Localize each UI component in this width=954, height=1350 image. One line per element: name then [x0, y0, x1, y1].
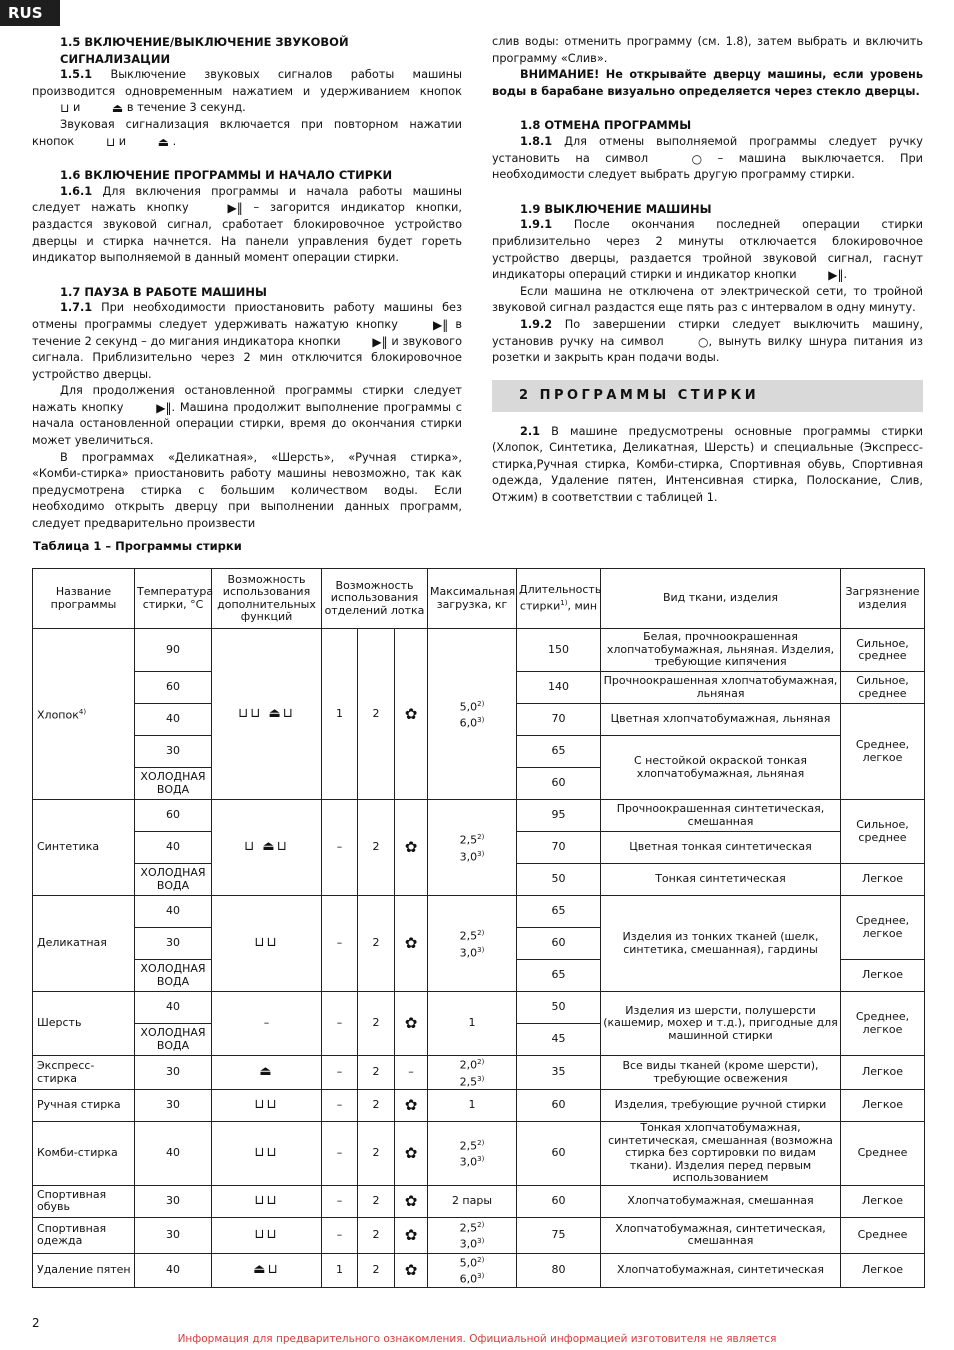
soil-cell: Сильное, среднее — [841, 672, 925, 704]
tray-cell: – — [322, 992, 358, 1056]
tray-cell: – — [322, 1090, 358, 1122]
functions-icons: ⊔⊔ — [212, 1185, 322, 1217]
soil-cell: Среднее — [841, 1217, 925, 1253]
section-1-7-title: 1.7 ПАУЗА В РАБОТЕ МАШИНЫ — [60, 284, 267, 299]
table-row — [33, 1090, 925, 1122]
temp-cell: 30 — [135, 928, 212, 960]
paragraph-2-1: 2.1 В машине предусмотрены основные программы стирки (Хлопок, Синтетика, Деликатная, Шерсть) и специальные (Экспресс-стирка,Ручная стирка, Комби-стирка, Спортивная обувь, Спортивная одежда, Удаление пятен, Интенсивная стирка, Полоскание, Слив, Отжим) в соответствии с таблицей 1. — [492, 424, 923, 505]
load-cell: 1 — [428, 992, 517, 1056]
temp-cell: 40 — [135, 1122, 212, 1186]
tray-cell: 2 — [358, 1056, 395, 1090]
temp-cell: 40 — [135, 1253, 212, 1287]
functions-icons: ⊔⊔ — [212, 1217, 322, 1253]
table-header-row — [33, 569, 925, 629]
functions-icons: ⊔⊔ — [212, 1122, 322, 1186]
temp-cell: ХОЛОДНАЯ ВОДА — [135, 768, 212, 800]
load-cell: 1 — [428, 1090, 517, 1122]
temp-cell: 40 — [135, 992, 212, 1024]
tray-cell: 1 — [322, 629, 358, 800]
fabric-cell: Изделия из шерсти, полушерсти (кашемир, мохер и т.д.), пригодные для машинной стирки — [601, 992, 841, 1056]
tray-cell: 2 — [358, 1185, 395, 1217]
section-2-banner: 2 ПРОГРАММЫ СТИРКИ — [492, 380, 923, 412]
fabric-cell: Цветная тонкая синтетическая — [601, 832, 841, 864]
fabric-cell: Хлопчатобумажная, синтетическая — [601, 1253, 841, 1287]
tray-cell: 2 — [358, 629, 395, 800]
load-cell: 2 пары — [428, 1185, 517, 1217]
left-column — [32, 34, 462, 533]
load-cell: 5,0$^{2)}$ 6,0$^{3)}$ — [428, 629, 517, 800]
load-cell: 2,5$^{2)}$ 3,0$^{3)}$ — [428, 800, 517, 896]
fabric-cell: Цветная хлопчатобумажная, льняная — [601, 704, 841, 736]
program-name: Синтетика — [33, 800, 135, 896]
start-pause-icon: ▶‖ — [828, 268, 844, 283]
duration-cell: 80 — [517, 1253, 601, 1287]
tray-cell: – — [322, 1185, 358, 1217]
program-name: Деликатная — [33, 896, 135, 992]
fabric-cell: Изделия, требующие ручной стирки — [601, 1090, 841, 1122]
fabric-cell: Тонкая хлопчатобумажная, синтетическая, смешанная (возможна стирка без сортировки по видам ткани). Изделия перед первым использованием — [601, 1122, 841, 1186]
duration-cell: 50 — [517, 992, 601, 1024]
flower-icon: ✿ — [395, 1217, 428, 1253]
header-duration: Длительность стирки$^{1)}$, мин — [517, 569, 601, 629]
functions-icons: ⏏⊔ — [212, 1253, 322, 1287]
duration-cell: 65 — [517, 736, 601, 768]
load-cell: 5,0$^{2)}$ 6,0$^{3)}$ — [428, 1253, 517, 1287]
soil-cell: Среднее — [841, 1122, 925, 1186]
paragraph-1-8-1: 1.8.1 Для отмены выполняемой программы следует ручку установить на символ ○ – машина выключается. При необходимости следует выбрать другую программу стирки. — [492, 134, 923, 182]
tray-cell: – — [322, 896, 358, 992]
temp-cell: 90 — [135, 629, 212, 672]
header-functions: Возможность использования дополнительных функций — [212, 569, 322, 629]
duration-cell: 35 — [517, 1056, 601, 1090]
start-pause-icon: ▶‖ — [433, 317, 449, 332]
header-fabric: Вид ткани, изделия — [601, 569, 841, 629]
program-name: Спортивная обувь — [33, 1185, 135, 1217]
section-1-9-title: 1.9 ВЫКЛЮЧЕНИЕ МАШИНЫ — [520, 201, 712, 216]
flower-icon: ✿ — [395, 992, 428, 1056]
temp-cell: 60 — [135, 672, 212, 704]
program-name: Комби-стирка — [33, 1122, 135, 1186]
table-row — [33, 1122, 925, 1186]
soil-cell: Легкое — [841, 1056, 925, 1090]
disclaimer-footer: Информация для предварительного ознакомления. Официальной информацией изготовителя не является — [177, 1333, 777, 1345]
duration-cell: 50 — [517, 864, 601, 896]
soil-cell: Сильное, среднее — [841, 800, 925, 864]
program-name: Спортивная одежда — [33, 1217, 135, 1253]
start-pause-icon: ▶‖ — [156, 400, 172, 415]
soil-cell: Среднее, легкое — [841, 992, 925, 1056]
tub-icon: ⊔ — [105, 134, 116, 149]
fabric-cell: Изделия из тонких тканей (шелк, синтетика, смешанная), гардины — [601, 896, 841, 992]
program-name: Хлопок$^{4)}$ — [33, 629, 135, 800]
soil-cell: Легкое — [841, 960, 925, 992]
soil-cell: Легкое — [841, 864, 925, 896]
fabric-cell: С нестойкой окраской тонкая хлопчатобумажная, льняная — [601, 736, 841, 800]
flower-icon: ✿ — [395, 800, 428, 896]
temp-cell: 30 — [135, 1056, 212, 1090]
paragraph-1-9-2: 1.9.2 По завершении стирки следует выключить машину, установив ручку на символ ○, вынуть вилку шнура питания из розетки и закрыть кран подачи воды. — [492, 317, 923, 365]
tray-cell: – — [322, 1056, 358, 1090]
flower-icon: ✿ — [395, 896, 428, 992]
iron-icon: ⏏ — [111, 101, 124, 116]
fabric-cell: Прочноокрашенная синтетическая, смешанная — [601, 800, 841, 832]
temp-cell: ХОЛОДНАЯ ВОДА — [135, 864, 212, 896]
paragraph-1-5-2: Звуковая сигнализация включается при повторном нажатии кнопок ⊔ и ⏏ . — [32, 117, 462, 149]
program-name: Удаление пятен — [33, 1253, 135, 1287]
duration-cell: 70 — [517, 832, 601, 864]
temp-cell: 30 — [135, 1090, 212, 1122]
paragraph-1-7-2: Для продолжения остановленной программы стирки следует нажать кнопку ▶‖. Машина продолжит выполнение программы с начала остановленной операции стирки, время до окончания стирки может увеличиться. — [32, 384, 462, 448]
duration-cell: 60 — [517, 1185, 601, 1217]
section-1-8-title: 1.8 ОТМЕНА ПРОГРАММЫ — [520, 118, 692, 133]
language-badge: RUS — [0, 0, 60, 26]
duration-cell: 45 — [517, 1024, 601, 1056]
table-row — [33, 896, 925, 928]
tray-cell: – — [322, 1217, 358, 1253]
page-number: 2 — [32, 1316, 40, 1330]
fabric-cell: Белая, прочноокрашенная хлопчатобумажная, льняная. Изделия, требующие кипячения — [601, 629, 841, 672]
soil-cell: Легкое — [841, 1185, 925, 1217]
start-pause-icon: ▶‖ — [372, 334, 388, 349]
soil-cell: Легкое — [841, 1253, 925, 1287]
flower-icon: ✿ — [395, 1185, 428, 1217]
temp-cell: 40 — [135, 704, 212, 736]
duration-cell: 60 — [517, 1122, 601, 1186]
iron-icon: ⏏ — [157, 134, 170, 149]
table-row — [33, 800, 925, 832]
header-soil: Загрязнение изделия — [841, 569, 925, 629]
tray-cell: 2 — [358, 1090, 395, 1122]
table-row — [33, 629, 925, 672]
temp-cell: 60 — [135, 800, 212, 832]
section-1-5-title: 1.5 ВКЛЮЧЕНИЕ/ВЫКЛЮЧЕНИЕ ЗВУКОВОЙ СИГНАЛИЗАЦИИ — [60, 35, 349, 66]
functions-icons: ⊔⊔ ⏏⊔ — [212, 629, 322, 800]
duration-cell: 95 — [517, 800, 601, 832]
duration-cell: 75 — [517, 1217, 601, 1253]
tray-cell: 2 — [358, 992, 395, 1056]
functions-icons: – — [212, 992, 322, 1056]
paragraph-1-5-1: 1.5.1 Выключение звуковых сигналов работы машины производится одновременным нажатием и удерживанием кнопок ⊔ и ⏏ в течение 3 секунд. — [32, 68, 462, 116]
paragraph-1-7-1: 1.7.1 При необходимости приостановить работу машины без отмены программы следует удерживать нажатую кнопку ▶‖ в течение 2 секунд – до мигания индикатора кнопки ▶‖ и звукового сигнала. Приблизительно через 2 мин отключится блокировочное устройство дверцы. — [32, 301, 463, 381]
soil-cell: Среднее, легкое — [841, 896, 925, 960]
duration-cell: 140 — [517, 672, 601, 704]
temp-cell: 30 — [135, 1217, 212, 1253]
right-column — [492, 34, 923, 507]
section-1-6-title: 1.6 ВКЛЮЧЕНИЕ ПРОГРАММЫ И НАЧАЛО СТИРКИ — [60, 168, 393, 183]
header-tray: Возможность использования отделений лотка — [322, 569, 428, 629]
temp-cell: 30 — [135, 1185, 212, 1217]
temp-cell: ХОЛОДНАЯ ВОДА — [135, 1024, 212, 1056]
tray-cell: – — [395, 1056, 428, 1090]
warning-paragraph: ВНИМАНИЕ! Не открывайте дверцу машины, если уровень воды в барабане визуально определяется через стекло дверцы. — [492, 68, 923, 98]
load-cell: 2,5$^{2)}$ 3,0$^{3)}$ — [428, 1217, 517, 1253]
temp-cell: ХОЛОДНАЯ ВОДА — [135, 960, 212, 992]
flower-icon: ✿ — [395, 629, 428, 800]
program-name: Шерсть — [33, 992, 135, 1056]
duration-cell: 60 — [517, 1090, 601, 1122]
temp-cell: 40 — [135, 896, 212, 928]
paragraph-1-9-1b: Если машина не отключена от электрической сети, то тройной звуковой сигнал раздастся еще пять раз с интервалом в одну минуту. — [492, 284, 923, 315]
fabric-cell: Все виды тканей (кроме шерсти), требующие освежения — [601, 1056, 841, 1090]
table-row — [33, 1056, 925, 1090]
flower-icon: ✿ — [395, 1090, 428, 1122]
soil-cell: Сильное, среднее — [841, 629, 925, 672]
tray-cell: 2 — [358, 896, 395, 992]
functions-icons: ⏏ — [212, 1056, 322, 1090]
functions-icons: ⊔ ⏏⊔ — [212, 800, 322, 896]
duration-cell: 60 — [517, 768, 601, 800]
paragraph-1-9-1: 1.9.1 После окончания последней операции стирки приблизительно через 2 минуты отключается блокировочное устройство дверцы, раздается тройной звуковой сигнал, гаснут индикаторы операций стирки и индикатор кнопки ▶‖. — [492, 218, 923, 283]
temp-cell: 30 — [135, 736, 212, 768]
program-name: Ручная стирка — [33, 1090, 135, 1122]
temp-cell: 40 — [135, 832, 212, 864]
flower-icon: ✿ — [395, 1253, 428, 1287]
tray-cell: – — [322, 800, 358, 896]
table-row — [33, 1253, 925, 1287]
flower-icon: ✿ — [395, 1122, 428, 1186]
duration-cell: 150 — [517, 629, 601, 672]
header-name: Название программы — [33, 569, 135, 629]
tray-cell: 2 — [358, 1122, 395, 1186]
functions-icons: ⊔⊔ — [212, 1090, 322, 1122]
program-name: Экспресс-стирка — [33, 1056, 135, 1090]
header-load: Максимальная загрузка, кг — [428, 569, 517, 629]
tray-cell: 2 — [358, 1217, 395, 1253]
paragraph-continued: слив воды: отменить программу (см. 1.8), затем выбрать и включить программу «Слив». — [492, 35, 923, 65]
duration-cell: 65 — [517, 896, 601, 928]
header-temp: Температура стирки, °С — [135, 569, 212, 629]
load-cell: 2,5$^{2)}$ 3,0$^{3)}$ — [428, 1122, 517, 1186]
tray-cell: – — [322, 1122, 358, 1186]
tray-cell: 1 — [322, 1253, 358, 1287]
tray-cell: 2 — [358, 1253, 395, 1287]
paragraph-1-6-1: 1.6.1 Для включения программы и начала работы машины следует нажать кнопку ▶‖ – загорится индикатор кнопки, раздастся звуковой сигнал, сработает блокировочное устройство дверцы и стирка начнется. На панели управления будет гореть индикатор выполняемой в данный момент операции стирки. — [32, 184, 462, 265]
soil-cell: Среднее, легкое — [841, 704, 925, 800]
functions-icons: ⊔⊔ — [212, 896, 322, 992]
tub-icon: ⊔ — [60, 101, 70, 116]
table-title: Таблица 1 – Программы стирки — [33, 539, 242, 553]
fabric-cell: Прочноокрашенная хлопчатобумажная, льняная — [601, 672, 841, 704]
table-row — [33, 1185, 925, 1217]
tray-cell: 2 — [358, 800, 395, 896]
fabric-cell: Хлопчатобумажная, синтетическая, смешанная — [601, 1217, 841, 1253]
load-cell: 2,0$^{2)}$ 2,5$^{3)}$ — [428, 1056, 517, 1090]
off-circle-icon: ○ — [691, 151, 703, 166]
start-pause-icon: ▶‖ — [227, 201, 243, 216]
fabric-cell: Хлопчатобумажная, смешанная — [601, 1185, 841, 1217]
duration-cell: 65 — [517, 960, 601, 992]
duration-cell: 70 — [517, 704, 601, 736]
paragraph-1-7-3: В программах «Деликатная», «Шерсть», «Ручная стирка», «Комби-стирка» приостановить работу машины невозможно, так как предусмотрена стирка с большим количеством воды. Если необходимо открыть дверцу при выполнении данных программ, следует предварительно произвести — [32, 450, 462, 531]
off-circle-icon: ○ — [697, 334, 709, 349]
duration-cell: 60 — [517, 928, 601, 960]
fabric-cell: Тонкая синтетическая — [601, 864, 841, 896]
programs-table — [32, 568, 925, 1288]
table-row — [33, 992, 925, 1024]
table-row — [33, 1217, 925, 1253]
load-cell: 2,5$^{2)}$ 3,0$^{3)}$ — [428, 896, 517, 992]
soil-cell: Легкое — [841, 1090, 925, 1122]
